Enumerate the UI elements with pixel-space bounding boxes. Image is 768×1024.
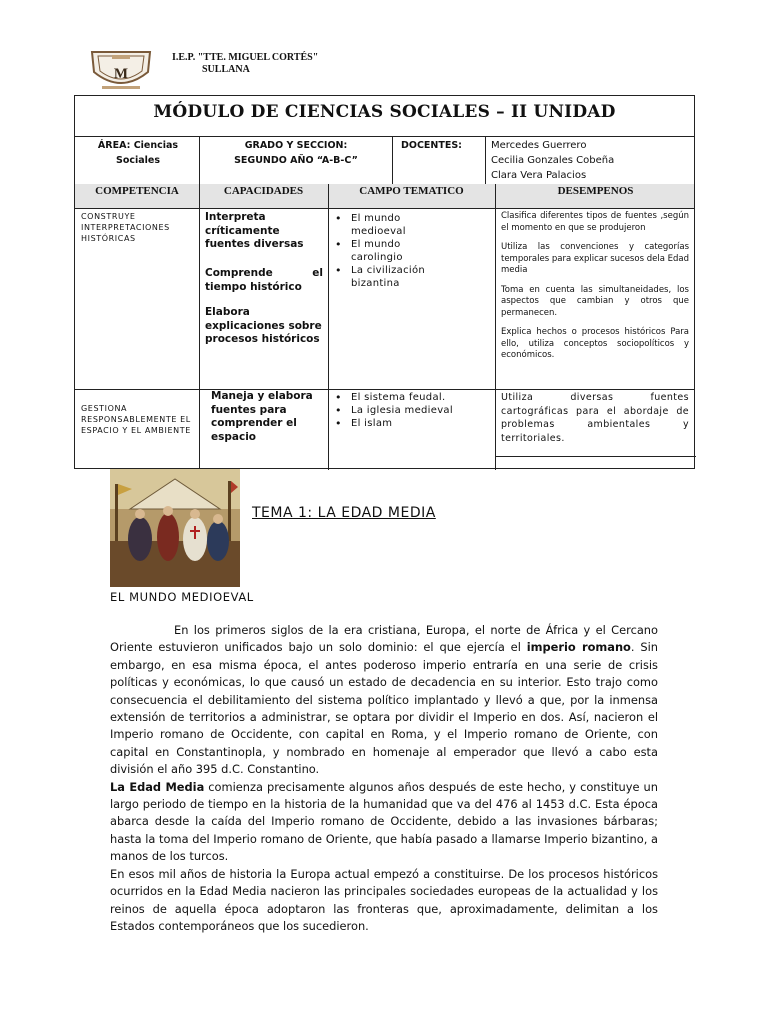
school-name: I.E.P. "TTE. MIGUEL CORTÉS" xyxy=(172,52,319,63)
desempeno-item: Toma en cuenta las simultaneidades, los aspectos que cambian y otros que permanecen. xyxy=(501,284,689,318)
desempeno-item: Clasifica diferentes tipos de fuentes ,según el momento en que se produjeron xyxy=(501,211,689,233)
capacidad-item: Maneja y elabora fuentes para comprender el espacio xyxy=(211,390,313,443)
svg-text:M: M xyxy=(113,66,129,82)
docente-item: Cecilia Gonzales Cobeña xyxy=(491,155,615,166)
medieval-painting-image xyxy=(110,469,240,587)
capacidad-item: Comprende el tiempo histórico xyxy=(205,267,323,293)
campo-item: • La iglesia medieval xyxy=(333,404,493,417)
campo-item: • La civilización bizantina xyxy=(333,264,443,290)
docentes-label: DOCENTES: xyxy=(401,140,462,151)
paragraph: En esos mil años de historia la Europa actual empezó a constituirse. De los procesos históricos ocurridos en la Edad Media nacieron las principales sociedades europeas de la actualidad y los reinos de aquella época adoptaron las fronteras que, aproximadamente, delimitan a los Estados contemporáneos que los sucedieron. xyxy=(110,866,658,933)
paragraph xyxy=(110,622,658,779)
text-run: comienza precisamente algunos años después de este hecho, y constituye un largo periodo de tiempo en la historia de la humanidad que va del 476 al 1453 d.C. Esta época abarca desde la caída del Imperio romano de Occidente, debido a las invasiones bárbaras; hasta la toma del Imperio romano de Oriente, que había pasado a llamarse Imperio bizantino, a manos de los turcos. xyxy=(110,779,658,864)
campo-list xyxy=(333,391,493,430)
col-header-competencia: COMPETENCIA xyxy=(95,185,179,197)
col-header-desempenos: DESEMPENOS xyxy=(557,185,634,197)
desempeno-item: Utiliza las convenciones y categorías temporales para explicar sucesos dela Edad media xyxy=(501,242,689,275)
campo-item: • El sistema feudal. xyxy=(333,391,493,404)
campo-list xyxy=(333,212,443,290)
desempeno-item: Utiliza diversas fuentes cartográficas para el abordaje de problemas ambientales y territoriales. xyxy=(501,392,689,444)
text-run: En los primeros siglos de la era cristiana, Europa, el norte de África y el Cercano Oriente estuvieron unificados bajo un solo dominio: el que ejercía el xyxy=(110,623,658,655)
col-header-campo: CAMPO TEMATICO xyxy=(359,185,464,197)
bold-term: imperio romano xyxy=(526,640,631,655)
text-run: . Sin embargo, en esa misma época, el antes poderoso imperio entraría en una serie de crisis políticas y económicas, lo que causó un estado de decadencia en su interior. Esto trajo como consecuencia el debilitamiento del sistema político implantado y llevó a que, por la inmensa extensión de territorios a administrar, se optara por dividir el Imperio en dos. Así, nacieron el Imperio romano de Occidente, con capital en Roma, y el Imperio romano de Oriente, con capital en Constantinopla, y nombrado en homenaje al emperador que llevó a cabo esta división el año 395 d.C. Constantino. xyxy=(110,640,658,777)
module-title: MÓDULO DE CIENCIAS SOCIALES – II UNIDAD xyxy=(153,102,616,122)
competencia-cell: CONSTRUYE INTERPRETACIONES HISTÓRICAS xyxy=(81,212,170,243)
module-info-table xyxy=(74,95,695,469)
desempenos-cell xyxy=(501,211,689,370)
section-subtitle: EL MUNDO MEDIOEVAL xyxy=(110,590,254,604)
tema-title: TEMA 1: LA EDAD MEDIA xyxy=(252,505,436,521)
school-shield-logo-icon xyxy=(88,48,154,92)
paragraph xyxy=(110,779,658,866)
desempeno-item: Explica hechos o procesos históricos Para ello, utiliza conceptos sociopolíticos y económicos. xyxy=(501,327,689,360)
body-text xyxy=(110,622,658,935)
competencia-cell: GESTIONA RESPONSABLEMENTE EL ESPACIO Y EL AMBIENTE xyxy=(81,404,191,435)
col-header-capacidades: CAPACIDADES xyxy=(223,185,304,197)
capacidad-item: Interpreta críticamente fuentes diversas xyxy=(205,211,304,250)
campo-item: • El mundo medioeval xyxy=(333,212,443,238)
capacidad-item: Elabora explicaciones sobre procesos históricos xyxy=(205,306,322,345)
area-label: ÁREA: Ciencias Sociales xyxy=(97,140,179,166)
grado-label: GRADO Y SECCION: xyxy=(244,140,348,151)
grado-value: SEGUNDO AÑO “A-B-C” xyxy=(234,155,358,166)
school-city: SULLANA xyxy=(202,64,250,75)
docente-item: Mercedes Guerrero xyxy=(491,140,587,151)
campo-item: • El islam xyxy=(333,417,493,430)
docente-item: Clara Vera Palacios xyxy=(491,170,587,181)
campo-item: • El mundo carolingio xyxy=(333,238,443,264)
bold-term: La Edad Media xyxy=(110,779,205,794)
